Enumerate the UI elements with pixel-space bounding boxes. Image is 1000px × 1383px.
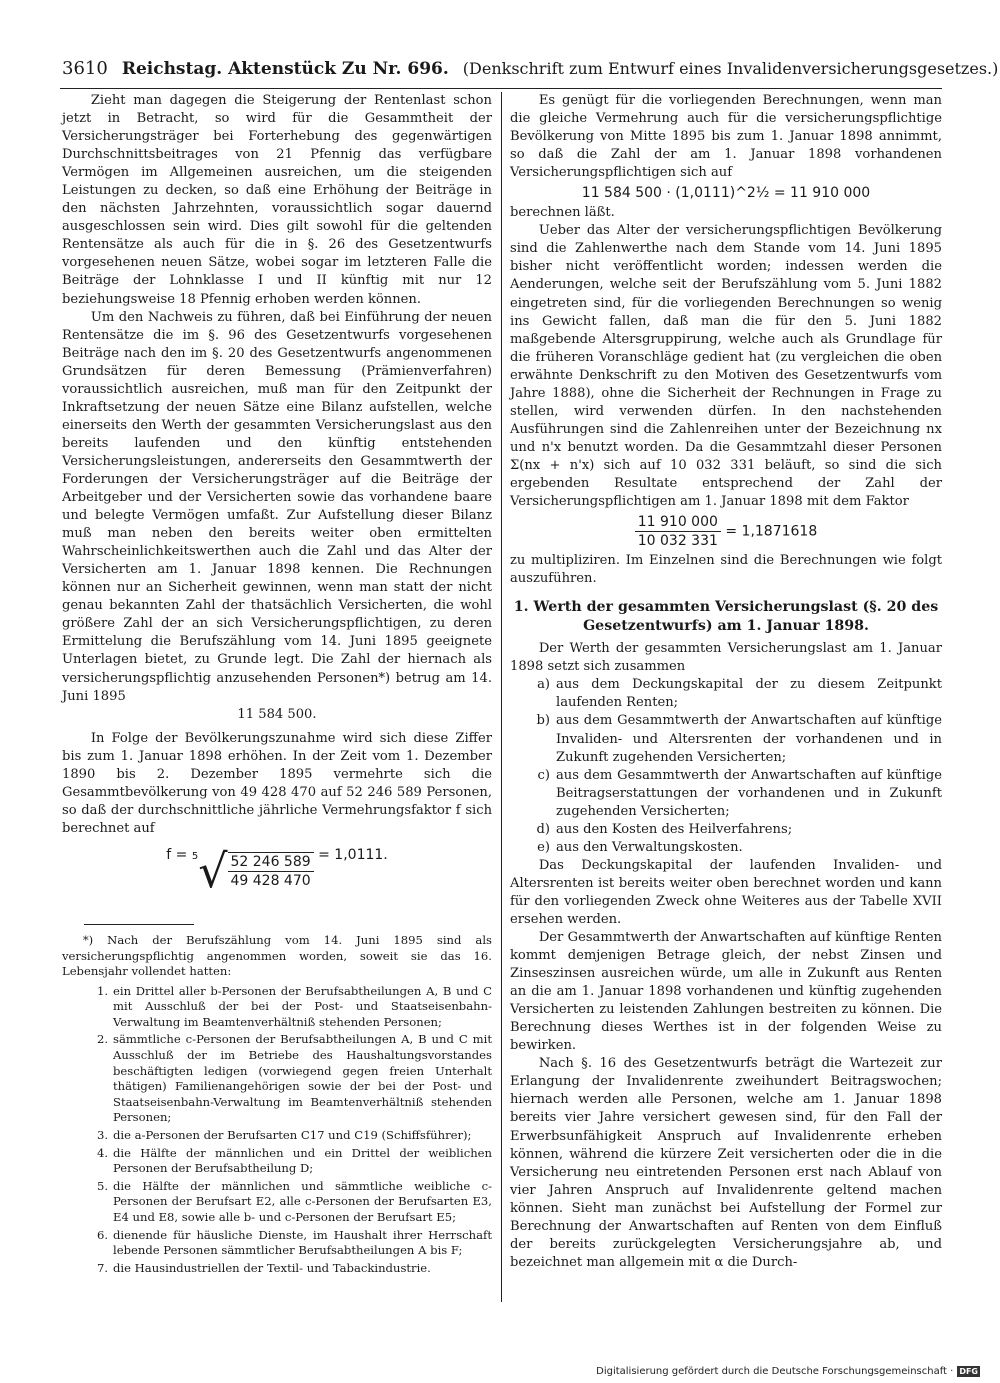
scaling-fraction bbox=[635, 513, 721, 550]
formula-lhs: f = bbox=[166, 846, 188, 863]
list-item: 5. die Hälfte der männlichen und sämmtliche weibliche c-Personen der Berufsart E2, alle c-Personen der Berufsarten E3, E4 und E8, sowie alle b- und c-Personen der Berufsart E5; bbox=[96, 1178, 492, 1225]
fraction-numerator: 11 910 000 bbox=[635, 513, 721, 532]
root-fraction bbox=[228, 852, 314, 890]
paragraph: Ueber das Alter der versicherungspflichtigen Bevölkerung sind die Zahlenwerthe nach dem Stande vom 14. Juni 1895 bisher nicht veröffentlicht worden; indessen werden die Aenderungen, welche seit der Berufszählung vom 5. Juni 1882 eingetreten sind, für die vorliegenden Berechnungen so wenig ins Gewicht fallen, daß man die für den 5. Juni 1882 maßgebende Altersgruppirung, welche auch als Grundlage für die früheren Voranschläge gedient hat (zu vergleichen die oben erwähnte Denkschrift zu den Motiven des Gesetzentwurfs vom Jahre 1888), ohne die Sicherheit der Rechnungen in Frage zu stellen, wird verwenden dürfen. In den nachstehenden Ausführungen sind die Zahlenreihen unter der Bezeichnung nx und n'x benutzt worden. Da die Gesammtzahl dieser Personen Σ(nx + n'x) sich auf 10 032 331 beläuft, so sind die sich ergebenden Resultate entsprechend der Zahl der Versicherungspflichtigen am 1. Januar 1898 mit dem Faktor bbox=[510, 223, 942, 510]
paragraph: zu multipliziren. Im Einzelnen sind die Berechnungen wie folgt auszuführen. bbox=[510, 553, 942, 587]
list-item: 6. dienende für häusliche Dienste, im Haushalt ihrer Herrschaft lebende Personen sämmtlicher Berufsabtheilungen A bis F; bbox=[96, 1227, 492, 1258]
paragraph: Nach §. 16 des Gesetzentwurfs beträgt die Wartezeit zur Erlangung der Invalidenrente zweihundert Beitragswochen; hiernach werden alle Personen, welche am 1. Januar 1898 bereits vier Jahre versichert gewesen sind, für den Fall der Erwerbsunfähigkeit Anspruch auf Invalidenrente erheben können, während die kürzere Zeit versicherten oder die in die Versicherung neu eintretenden Personen erst nach Ablauf von vier Jahren Anspruch auf Invalidenrente geltend machen können. Sieht man zunächst bei Aufstellung der Formel zur Berechnung der Anwartschaften auf Renten von dem Einfluß der bereits zurückgelegten Versicherungsjahre ab, und bezeichnet man allgemein mit α die Durch- bbox=[510, 1056, 942, 1270]
paragraph: berechnen läßt. bbox=[510, 205, 615, 221]
fraction-numerator: 52 246 589 bbox=[228, 853, 314, 872]
scaling-factor-formula bbox=[510, 513, 942, 550]
population-number: 11 584 500. bbox=[237, 706, 317, 722]
column-divider bbox=[501, 92, 502, 1302]
page-number: 3610 bbox=[62, 58, 108, 79]
radical-sign: √ bbox=[198, 843, 228, 898]
formula-result: = 1,1871618 bbox=[725, 523, 818, 540]
formula-result: = 1,0111. bbox=[318, 846, 388, 863]
footnote-rule bbox=[84, 924, 194, 925]
list-item: 3. die a-Personen der Berufsarten C17 und C19 (Schiffsführer); bbox=[96, 1128, 472, 1143]
dfg-logo: DFG bbox=[959, 1367, 978, 1376]
paragraph: Es genügt für die vorliegenden Berechnungen, wenn man die gleiche Vermehrung auch für die versicherungspflichtige Bevölkerung von Mitte 1895 bis zum 1. Januar 1898 annimmt, so daß die Zahl der am 1. Januar 1898 vorhandenen Versicherungspflichtigen sich auf bbox=[510, 93, 942, 181]
list-item: e) aus den Verwaltungskosten. bbox=[537, 839, 743, 855]
digitization-footer bbox=[596, 1366, 980, 1377]
paragraph: In Folge der Bevölkerungszunahme wird sich diese Ziffer bis zum 1. Januar 1898 erhöhen. In der Zeit vom 1. Dezember 1890 bis 2. Dezember 1895 vermehrte sich die Gesammtbevölkerung von 49 428 470 auf 52 246 589 Personen, so daß der durchschnittliche jährliche Vermehrungsfaktor f sich berechnet auf bbox=[62, 730, 492, 836]
paragraph: Der Werth der gesammten Versicherungslast am 1. Januar 1898 setzt sich zusammen bbox=[510, 641, 942, 675]
paragraph: Das Deckungskapital der laufenden Invaliden- und Altersrenten ist bereits weiter oben berechnet worden und kann für den vorliegenden Zweck ohne Weiteres aus der Tabelle XVII ersehen werden. bbox=[510, 857, 942, 927]
footnote bbox=[62, 933, 492, 1276]
header-rule bbox=[60, 88, 942, 89]
fraction-denominator: 49 428 470 bbox=[230, 872, 311, 889]
list-item: 4. die Hälfte der männlichen und ein Drittel der weiblichen Personen der Berufsabtheilung D; bbox=[96, 1145, 492, 1176]
list-item: b) aus dem Gesammtwerth der Anwartschaften auf künftige Invaliden- und Altersrenten der vorhandenen und in Zukunft zugehenden Versicherten; bbox=[536, 713, 942, 765]
list-item: 1. ein Drittel aller b-Personen der Berufsabtheilungen A, B und C mit Ausschluß der bei der Post- und Staatseisenbahn-Verwaltung im Beamtenverhältniß stehenden Personen; bbox=[96, 983, 492, 1029]
page-header bbox=[62, 58, 999, 88]
growth-factor-formula bbox=[62, 843, 492, 898]
right-column bbox=[510, 92, 942, 1272]
list-item: 2. sämmtliche c-Personen der Berufsabtheilungen A, B und C mit Ausschluß der im Betriebe des Haushaltungsvorstandes beschäftigten ledigen (vorwiegend gegen freien Unterhalt thätigen) Familienangehörigen sowie der bei der Post- und Staatseisenbahn-Verwaltung im Beamtenverhältniß stehenden Personen; bbox=[96, 1032, 492, 1125]
footnote-intro: *) Nach der Berufszählung vom 14. Juni 1895 sind als versicherungspflichtig angenommen worden, soweit sie das 16. Lebensjahr vollendet hatten: bbox=[62, 932, 492, 979]
fifth-root bbox=[191, 843, 314, 898]
left-column bbox=[62, 92, 492, 1278]
footer-text: Digitalisierung gefördert durch die Deutsche Forschungsgemeinschaft · bbox=[596, 1366, 954, 1377]
document-subtitle: (Denkschrift zum Entwurf eines Invalidenversicherungsgesetzes.) bbox=[462, 59, 999, 78]
document-title: Reichstag. Aktenstück Zu Nr. 696. bbox=[121, 59, 449, 79]
list-item: d) aus den Kosten des Heilverfahrens; bbox=[536, 821, 793, 837]
fraction-denominator: 10 032 331 bbox=[637, 533, 718, 550]
section-heading: 1. Werth der gesammten Versicherungslast (§. 20 des Gesetzentwurfs) am 1. Januar 1898. bbox=[513, 599, 939, 635]
list-item: 7. die Hausindustriellen der Textil- und Tabackindustrie. bbox=[96, 1260, 431, 1275]
root-index: 5 bbox=[191, 850, 199, 862]
list-item: a) aus dem Deckungskapital der zu diesem Zeitpunkt laufenden Renten; bbox=[537, 677, 942, 711]
paragraph: Der Gesammtwerth der Anwartschaften auf künftige Renten kommt demjenigen Betrage gleich, der nebst Zinsen und Zinseszinsen ausreichen würde, um alle in Zukunft aus Renten an die am 1. Januar 1898 vorhandenen und künftig zugehenden Versicherten zu leistenden Zahlungen bestreiten zu können. Die Berechnung dieses Werthes ist in der folgenden Weise zu bewirken. bbox=[510, 930, 942, 1054]
population-projection-formula: 11 584 500 · (1,0111)^2½ = 11 910 000 bbox=[581, 185, 871, 202]
list-item: c) aus dem Gesammtwerth der Anwartschaften auf künftige Beitragserstattungen der vorhandenen und in Zukunft zugehenden Versicherten; bbox=[537, 767, 942, 819]
paragraph: Um den Nachweis zu führen, daß bei Einführung der neuen Rentensätze die im §. 96 des Gesetzentwurfs vorgesehenen Beiträge nach den im §. 20 des Gesetzentwurfs angenommenen Grundsätzen für deren Bemessung (Prämienverfahren) voraussichtlich ausreichen, muß man für den Zeitpunkt der Inkraftsetzung der neuen Sätze eine Bilanz aufstellen, welche einerseits den Werth der gesammten Versicherungslast aus den bereits laufenden und den künftig entstehenden Versicherungsleistungen, andererseits den Gesammtwerth der Forderungen der Versicherungsträger auf die Beiträge der Arbeitgeber und der Versicherten sowie das vorhandene baare und belegte Vermögen umfaßt. Zur Aufstellung dieser Bilanz muß man neben den bereits weiter oben ermittelten Wahrscheinlichkeitswerthen auch die Zahl und das Alter der Versicherten am 1. Januar 1898 kennen. Die Rechnungen können nur an Sicherheit gewinnen, wenn man statt der nicht genau bekannten Zahl der thatsächlich Versicherten, die wohl größere Zahl der an sich Versicherungspflichtigen, zu deren Ermittelung die Berufszählung vom 14. Juni 1895 geeignete Unterlagen bietet, zu Grunde legt. Die Zahl der hiernach als versicherungspflichtig anzusehenden Personen*) betrug am 14. Juni 1895 bbox=[62, 309, 492, 704]
component-list bbox=[510, 676, 942, 856]
paragraph: Zieht man dagegen die Steigerung der Rentenlast schon jetzt in Betracht, so wird für die Gesammtheit der Versicherungsträger bei Forterhebung des gegenwärtigen Durchschnittsbeitrages von 21 Pfennig das verfügbare Vermögen im Allgemeinen ausreichen, um die steigenden Leistungen zu decken, so daß eine Erhöhung der Beiträge in den nächsten Jahrzehnten, voraussichtlich sogar dauernd ausgeschlossen sein wird. Dies gilt sowohl für die geltenden Rentensätze als auch für die in §. 26 des Gesetzentwurfs vorgesehenen neuen Sätze, wobei sogar im letzteren Falle die Beiträge der Lohnklasse I und II künftig mit nur 12 beziehungsweise 18 Pfennig erhoben werden können. bbox=[62, 93, 492, 307]
footnote-list bbox=[62, 984, 492, 1277]
